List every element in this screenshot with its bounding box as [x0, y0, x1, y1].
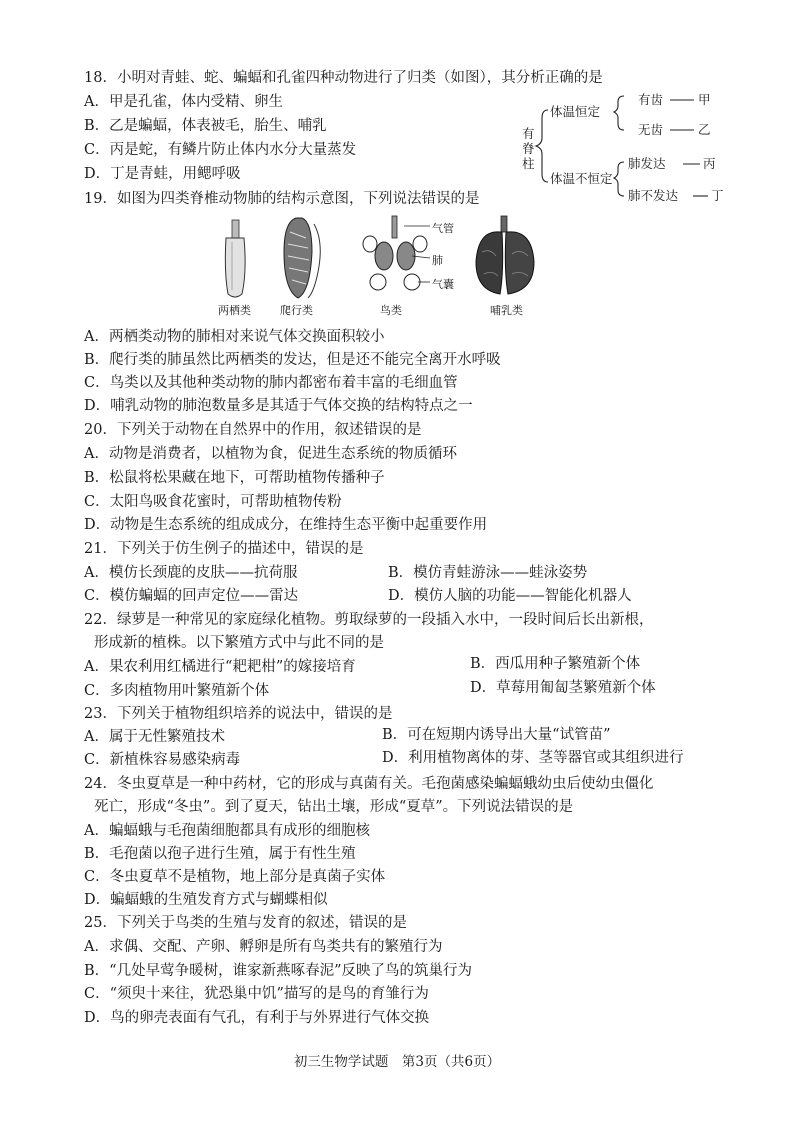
q22-option-b: B．西瓜用种子繁殖新个体 — [470, 656, 641, 672]
q25-option-c: C．“须臾十来往，犹恐巢中饥”描写的是鸟的育雏行为 — [84, 986, 429, 1002]
q22-option-c: C．多肉植物用叶繁殖新个体 — [84, 683, 270, 699]
q25-option-a: A．求偶、交配、产卵、孵卵是所有鸟类共有的繁殖行为 — [84, 939, 443, 955]
q21-option-a: A．模仿长颈鹿的皮肤——抗荷服 — [84, 565, 298, 581]
q23-stem: 23．下列关于植物组织培养的说法中，错误的是 — [84, 706, 393, 722]
tree-leaf-noteeth: 无齿 — [638, 122, 664, 137]
tree-label-bing: 丙 — [703, 156, 716, 171]
caption-bird: 鸟类 — [380, 304, 402, 317]
q20-stem: 20．下列关于动物在自然界中的作用，叙述错误的是 — [84, 422, 422, 438]
q25-option-b: B．“几处早莺争暖树，谁家新燕啄春泥”反映了鸟的筑巢行为 — [84, 963, 472, 979]
page-footer: 初三生物学试题 第3页（共6页） — [293, 1054, 501, 1070]
q19-option-c: C．鸟类以及其他种类动物的肺内都密布着丰富的毛细血管 — [84, 375, 458, 391]
tree-leaf-lung-undev: 肺不发达 — [628, 188, 679, 203]
amphibian-lung-image — [225, 220, 245, 297]
q22-option-d: D．草莓用匍匐茎繁殖新个体 — [470, 680, 656, 696]
q18-option-b: B．乙是蝙蝠，体表被毛，胎生、哺乳 — [84, 118, 327, 134]
tree-root-label: 有脊柱 — [522, 126, 535, 171]
bird-lung-image — [363, 216, 430, 290]
q25-stem: 25．下列关于鸟类的生殖与发育的叙述，错误的是 — [84, 915, 407, 931]
caption-reptile: 爬行类 — [280, 304, 313, 317]
lungs-illustrations — [214, 212, 554, 308]
lungs-figure — [214, 212, 554, 324]
q18-option-c: C．丙是蛇，有鳞片防止体内水分大量蒸发 — [84, 142, 357, 158]
q21-option-c: C．模仿蝙蝠的回声定位——雷达 — [84, 588, 299, 604]
tree-label-yi: 乙 — [698, 122, 711, 137]
q22-option-a: A．果农利用红橘进行“耙耙柑”的嫁接培育 — [84, 659, 356, 675]
q24-option-b: B．毛孢菌以孢子进行生殖，属于有性生殖 — [84, 846, 356, 862]
mammal-lung-image — [476, 216, 534, 294]
q22-stem-continued: 形成新的植株。以下繁殖方式中与此不同的是 — [94, 635, 384, 651]
q24-option-a: A．蝙蝠蛾与毛孢菌细胞都具有成形的细胞核 — [84, 823, 370, 839]
q24-option-c: C．冬虫夏草不是植物，地上部分是真菌子实体 — [84, 869, 386, 885]
q22-stem: 22．绿萝是一种常见的家庭绿化植物。剪取绿萝的一段插入水中，一段时间后长出新根， — [84, 612, 654, 628]
bird-label-airsac: 气囊 — [432, 278, 454, 291]
q23-option-c: C．新植株容易感染病毒 — [84, 752, 241, 768]
q23-option-d: D．利用植物离体的芽、茎等器官或其组织进行 — [382, 750, 684, 766]
q24-stem: 24．冬虫夏草是一种中药材，它的形成与真菌有关。毛孢菌感染蝙蝠蛾幼虫后使幼虫僵化 — [84, 776, 654, 792]
q21-stem: 21．下列关于仿生例子的描述中，错误的是 — [84, 541, 364, 557]
q18-option-d: D．丁是青蛙，用鳃呼吸 — [84, 166, 241, 182]
bird-label-trachea: 气管 — [432, 222, 454, 235]
q21-option-d: D．模仿人脑的功能——智能化机器人 — [388, 588, 632, 604]
reptile-lung-image — [284, 218, 320, 298]
q20-option-d: D．动物是生态系统的组成成分，在维持生态平衡中起重要作用 — [84, 517, 488, 533]
q25-option-d: D．鸟的卵壳表面有气孔，有利于与外界进行气体交换 — [84, 1010, 430, 1026]
q20-option-b: B．松鼠将松果藏在地下，可帮助植物传播种子 — [84, 470, 385, 486]
q21-option-b: B．模仿青蛙游泳——蛙泳姿势 — [388, 565, 588, 581]
q18-stem: 18．小明对青蛙、蛇、蝙蝠和孔雀四种动物进行了归类（如图），其分析正确的是 — [84, 70, 603, 86]
tree-branch-warm: 体温恒定 — [550, 104, 601, 119]
q20-option-c: C．太阳鸟吸食花蜜时，可帮助植物传粉 — [84, 494, 342, 510]
tree-branch-cold: 体温不恒定 — [550, 171, 613, 186]
q18-option-a: A．甲是孔雀，体内受精、卵生 — [84, 94, 283, 110]
q19-option-a: A．两栖类动物的肺相对来说气体交换面积较小 — [84, 329, 385, 345]
q23-option-a: A．属于无性繁殖技术 — [84, 729, 225, 745]
q23-option-b: B．可在短期内诱导出大量“试管苗” — [382, 727, 611, 743]
tree-leaf-lung-dev: 肺发达 — [628, 156, 666, 171]
q19-stem: 19．如图为四类脊椎动物肺的结构示意图，下列说法错误的是 — [84, 191, 480, 207]
tree-leaf-teeth: 有齿 — [638, 92, 664, 107]
tree-label-jia: 甲 — [698, 92, 711, 107]
bird-label-lung: 肺 — [432, 254, 443, 267]
caption-mammal: 哺乳类 — [490, 304, 523, 317]
classification-diagram — [518, 88, 768, 208]
q24-stem-continued: 死亡，形成“冬虫”。到了夏天，钻出土壤，形成“夏草”。下列说法错误的是 — [94, 799, 574, 815]
tree-label-ding: 丁 — [711, 188, 724, 203]
q19-option-d: D．哺乳动物的肺泡数量多是其适于气体交换的结构特点之一 — [84, 398, 473, 414]
caption-amphibian: 两栖类 — [218, 304, 251, 317]
q24-option-d: D．蝙蝠蛾的生殖发育方式与蝴蝶相似 — [84, 892, 328, 908]
q19-option-b: B．爬行类的肺虽然比两栖类的发达，但是还不能完全离开水呼吸 — [84, 352, 501, 368]
q20-option-a: A．动物是消费者，以植物为食，促进生态系统的物质循环 — [84, 446, 457, 462]
